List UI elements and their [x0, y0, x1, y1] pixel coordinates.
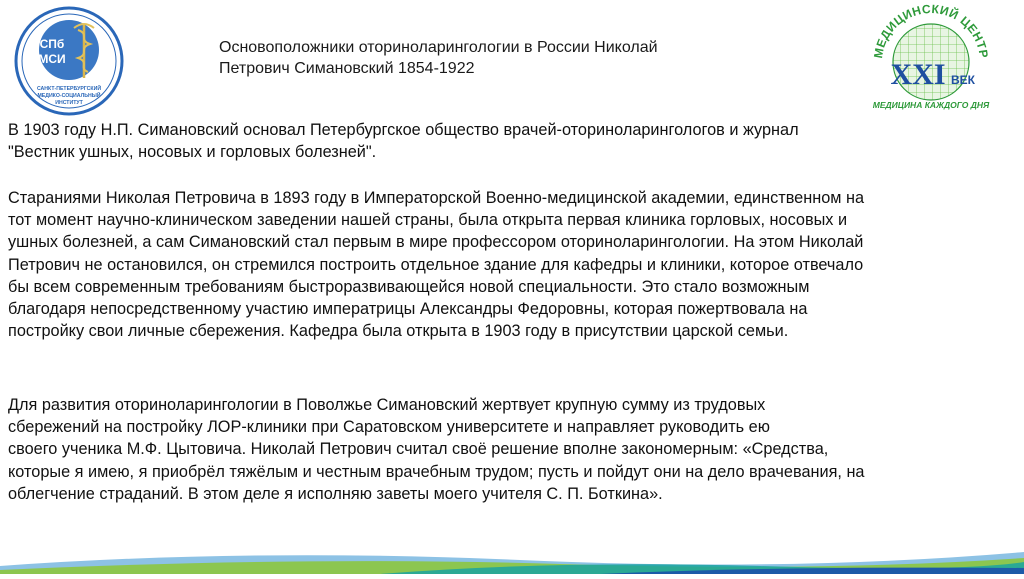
paragraph-3	[8, 394, 865, 505]
paragraph-2-line: Петрович не остановился, он стремился построить отдельное здание для кафедры и клиники, которое отвечало	[8, 255, 864, 274]
logo-caption-2: МЕДИКО-СОЦИАЛЬНЫЙ	[37, 93, 101, 99]
paragraph-2-line: Стараниями Николая Петровича в 1893 году в Императорской Военно-медицинской академии, единственном на	[8, 189, 865, 207]
paragraph-2-line: тот момент научно-клиническом заведении нашей страны, была открыта первая клиника горловых, носовых и	[8, 211, 848, 230]
paragraph-3-line: облегчение страданий. В этом деле я исполняю заветы моего учителя С. П. Боткина».	[8, 484, 663, 503]
logo-caption-1: САНКТ-ПЕТЕРБУРГСКИЙ	[36, 86, 102, 92]
paragraph-3-line: своего ученика М.Ф. Цытовича. Николай Петрович считал своё решение вполне закономерным: «Средства,	[8, 440, 829, 459]
logo-xxi: XXI	[890, 58, 946, 91]
logo-tagline: МЕДИЦИНА КАЖДОГО ДНЯ	[872, 100, 990, 110]
institute-emblem	[14, 6, 124, 116]
logo-caption-3: ИНСТИТУТ	[55, 100, 83, 106]
logo-abbr-top: СПб	[39, 37, 65, 51]
logo-arc-text: МЕДИЦИНСКИЙ ЦЕНТР	[870, 4, 991, 60]
title-line-1: Основоположники оториноларингологии в России Николай	[219, 39, 658, 56]
medical-center-emblem	[868, 4, 994, 116]
paragraph-3-line: сбережений на постройку ЛОР-клиники при Саратовском университете и направляет руководить ею	[8, 418, 770, 437]
paragraph-2-line: благодаря непосредственному участию императрицы Александры Федоровны, которая пожертвовала на	[8, 300, 808, 319]
paragraph-2	[8, 187, 864, 342]
paragraph-2-line: ушных болезней, а сам Симановский стал первым в мире профессором оториноларингологии. На этом Николай	[8, 233, 864, 252]
footer-wave-decoration	[0, 546, 1024, 574]
paragraph-3-line: Для развития оториноларингологии в Поволжье Симановский жертвует крупную сумму из трудовых	[8, 396, 766, 414]
medical-center-logo	[868, 4, 994, 116]
slide-title	[219, 37, 779, 79]
paragraph-3-line: которые я имею, я приобрёл тяжёлым и честным врачебным трудом; пусть и пойдут они на дело врачевания, на	[8, 462, 865, 481]
logo-abbr-bottom: МСИ	[38, 52, 66, 66]
paragraph-1-line: "Вестник ушных, носовых и горловых болезней".	[8, 143, 377, 162]
footer-wave-graphic	[0, 546, 1024, 574]
paragraph-1	[8, 119, 799, 163]
paragraph-2-line: бы всем современным требованиям быстроразвивающейся новой специальности. Это стало возможным	[8, 277, 810, 296]
paragraph-2-line: постройку свои личные сбережения. Кафедра была открыта в 1903 году в присутствии царской семьи.	[8, 322, 789, 341]
logo-suffix: ВЕК	[951, 73, 975, 87]
title-line-2: Петрович Симановский 1854-1922	[219, 60, 475, 77]
institute-logo	[14, 6, 124, 116]
paragraph-1-line: В 1903 году Н.П. Симановский основал Петербургское общество врачей-оториноларингологов и журнал	[8, 121, 799, 139]
